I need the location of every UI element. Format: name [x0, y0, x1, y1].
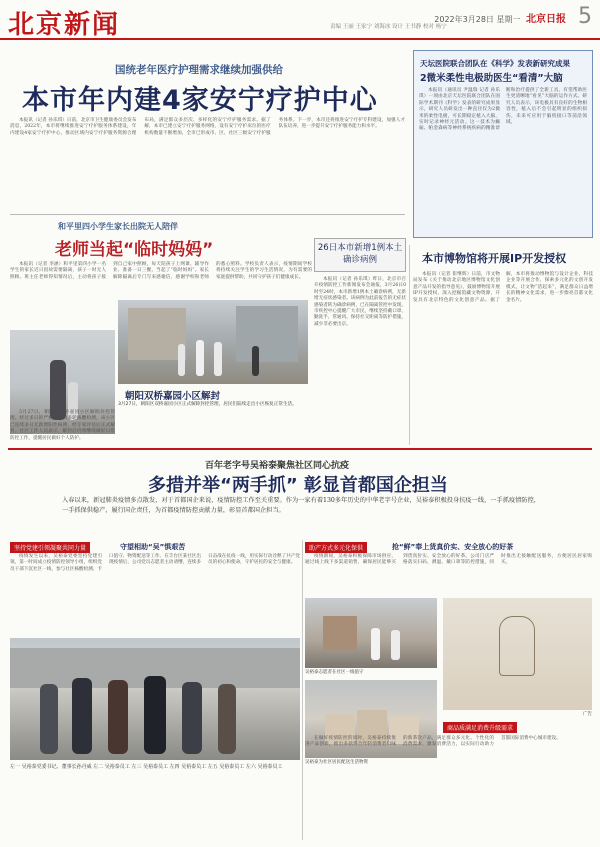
photo-person	[182, 682, 202, 754]
science-kicker: 天坛医院联合团队在《科学》发表新研究成果	[420, 59, 570, 68]
masthead	[0, 0, 600, 40]
photo-residents	[118, 300, 308, 384]
photo-person	[371, 628, 380, 660]
issue-date: 2022年3月28日 星期一	[434, 15, 521, 24]
section2-body	[305, 554, 592, 594]
photo-volunteers	[305, 598, 437, 668]
photo-person	[144, 676, 166, 754]
photo-person	[40, 684, 58, 754]
column-rule	[409, 245, 410, 445]
science-body	[419, 88, 587, 232]
page-number: 5	[578, 4, 592, 29]
photo-person	[72, 678, 92, 754]
lead-headline: 本市年内建4家安宁疗护中心	[22, 85, 378, 116]
photo-person	[218, 684, 236, 754]
lead-body	[10, 118, 405, 210]
section1-body-text: 疫情发生以来，吴裕泰党委坚持党建引领，第一时间成立疫情防控领导小组，组织党员干部下沉社区一线，参与社区核酸检测、卡口值守、物资配送等工作。在丰台区某社区出现疫情后，公司党员志愿者主动请缨，连续多日奋战在抗疫一线，用实际行动诠释了共产党员的初心和使命，守护居民的安全与健康。	[10, 554, 300, 572]
section-tag: 坚持党建引领凝聚共同力量	[10, 542, 90, 553]
science-body-text: 本报讯（通讯员 尹温瑞 记者 孙乐琪）一项由北京天坛医院联合团队在国际学术期刊《科学》发表的研究成果显示，研究人员研发出一种直径仅为2微米的柔性电极，可长期稳定植入大脑，实时记录神经元活动。这一技术为癫痫、帕金森病等神经系统疾病的精准诊断和治疗提供了全新工具，有望帮助医生更清晰地“看见”大脑的运作方式。研究人员表示，该电极具有良好的生物相容性，植入后不会引起明显的组织损伤，未来可应用于脑机接口等前沿领域。	[419, 88, 587, 132]
editor-line: 责编 王丽 王家宁 刘海冰 设计 王书静 校对 杨宁	[330, 24, 447, 30]
museum-body-text: 本报讯（记者 崔继辉）日前，市文物局发布《关于推动北京地区博物馆文化创意产品开发的指导意见》，鼓励博物馆开展IP开发授权，深入挖掘馆藏文物资源，开发具有北京特色的文化创意产品。据了解，本市将推动博物馆与设计企业、科技企业等开展合作，探索多元化的文创开发模式，让文物“活起来”，满足群众日益增长的精神文化需求，进一步擦亮首都文化金名片。	[413, 272, 593, 303]
photo-person	[108, 680, 128, 754]
photo-person	[178, 344, 185, 376]
section3-body-text: 在做好疫情防控的同时，吴裕泰持续推进产品创新，推出多款符合年轻消费者口味的新茶饮产品，满足群众多元化、个性化的消费需求，激发消费活力，以实际行动助力首都国际消费中心城市建设。	[305, 736, 561, 748]
teacher-body-text: 本报讯（记者 李涵）和平里第四小学一名学生的家长近日因故需要隔离，孩子一时无人照顾。班主任老师得知情况后，主动将孩子接到自己家中照顾，每天陪孩子上网课、辅导作业、准备一日三餐，当起了“临时妈妈”。家长解除隔离后专门写来感谢信，感谢学校和老师的悉心照料。学校负责人表示，疫情期间学校将持续关注学生的学习生活情况，为有需要的家庭提供帮助，共同守护孩子们健康成长。	[10, 262, 312, 280]
column-rule	[302, 540, 303, 840]
case-headline: 26日本市新增1例本土确诊病例	[317, 243, 403, 265]
publication-name: 北京日报	[526, 14, 566, 25]
section-tag: 商品质满足消费升级需求	[443, 722, 517, 733]
photo-building	[323, 616, 357, 650]
residents-body	[10, 410, 115, 441]
photo-building	[236, 306, 298, 362]
case-body-text: 本报讯（记者 孙乐琪）昨日，北京市召开疫情防控工作新闻发布会通报，3月26日0时至24时，本市新增1例本土确诊病例，无新增无症状感染者。该病例为此前报告的无症状感染者转为确诊病例，已在隔离管控中发现。市疾控中心提醒广大市民，继续坚持戴口罩、勤洗手、常通风、保持社交距离等防护措施，减少非必要出京。	[314, 277, 406, 327]
case-body	[314, 277, 406, 447]
photo-person	[252, 346, 259, 376]
feature-kicker: 百年老字号吴裕泰聚焦社区同心抗疫	[205, 461, 350, 471]
museum-headline: 本市博物馆将开展IP开发授权	[422, 252, 567, 265]
section-title: 守望相助“吴”惧艰苦	[120, 543, 186, 551]
lead-kicker: 国统老年医疗护理需求继续加强供给	[115, 64, 283, 76]
photo-person	[196, 340, 204, 376]
feature-headline: 多措并举“两手抓” 彰显首都国企担当	[148, 475, 448, 496]
residents-body-text: 3月27日，朝阳区双桥嘉园小区解除封控管理。经过多日的严格管控和多轮核酸检测，该小区已连续多日无新增阳性病例，经专家评估后正式解封。社区工作人员表示，解封后仍将继续做好日常防控工作，提醒居民做好个人防护。	[10, 410, 115, 441]
divider	[10, 214, 405, 215]
science-headline: 2微米柔性电极助医生“看清”大脑	[420, 73, 563, 84]
section2-body-text: 疫情期间，吴裕泰积极保障市场供应，通过线上线下多渠道销售，确保居民能够买到货真价实、安全放心的好茶。公司门店严格落实扫码、测温、戴口罩等防控措施，同时推出无接触配送服务，方便居民居家购买。	[305, 554, 592, 566]
photo-person	[391, 630, 400, 660]
section1-body	[10, 554, 300, 634]
photo-group	[10, 638, 300, 760]
residents-photo-caption: 3月27日，朝阳区双桥嘉园小区正式解除封控管理，居民们陆续走出小区恢复正常生活。	[118, 402, 297, 407]
supplies-photo-caption: 吴裕泰为社区居民配送生活物资	[305, 760, 368, 765]
feature-top-rule	[8, 448, 592, 450]
masthead-logo: 北京新闻	[8, 10, 121, 40]
group-photo-caption: 左一 吴裕泰党委书记、董事长孙丹威 左二 吴裕泰员工 左三 吴裕泰员工 左四 吴裕泰员工 左五 吴裕泰员工 左六 吴裕泰员工	[10, 764, 283, 770]
lead-body-text: 本报讯（记者 孙乐琪）日前，北京市卫生健康委员会发布消息，2022年，本市将继续推进安宁疗护服务体系建设，年内建设4家安宁疗护中心，推动区域内安宁疗护服务资源合理布局，满足群众多层次、多样化的安宁疗护服务需求。据了解，本市已建立安宁疗护服务网络，设有安宁疗护床位的医疗机构数量不断增加，全市已形成市、区、社区三级安宁疗护服务体系。下一步，本市还将推进安宁疗护专科建设，加强人才队伍培养，进一步提升安宁疗护服务能力和水平。	[10, 118, 405, 136]
section-title: 抢“鲜”奉上货真价实、安全放心的好茶	[392, 543, 514, 551]
residents-photo-title: 朝阳双桥嘉园小区解封	[125, 391, 221, 402]
ad-image	[443, 598, 592, 710]
section3-body	[305, 736, 592, 840]
teacher-headline: 老师当起“临时妈妈”	[55, 240, 214, 260]
ad-figure	[499, 616, 535, 676]
volunteers-photo-caption: 吴裕泰志愿者在社区一线值守	[305, 670, 364, 675]
museum-body	[413, 272, 593, 442]
section-tag: 助产方式多元化保供	[305, 542, 367, 553]
feature-intro: 入春以来，新冠肺炎疫情多点散发，对于首都国企来说，疫情防控工作至关重要。作为一家有着130多年历史的中华老字号企业，吴裕泰积极投身抗疫一线，一手抓疫情防控，一手抓保供稳产，履行国企责任，为首都疫情防控贡献力量，彰显首都国企担当。	[62, 497, 540, 514]
teacher-kicker: 和平里四小学生家长出院无人陪伴	[58, 222, 178, 231]
photo-person	[214, 342, 222, 376]
ad-caption: 广告	[583, 712, 592, 717]
